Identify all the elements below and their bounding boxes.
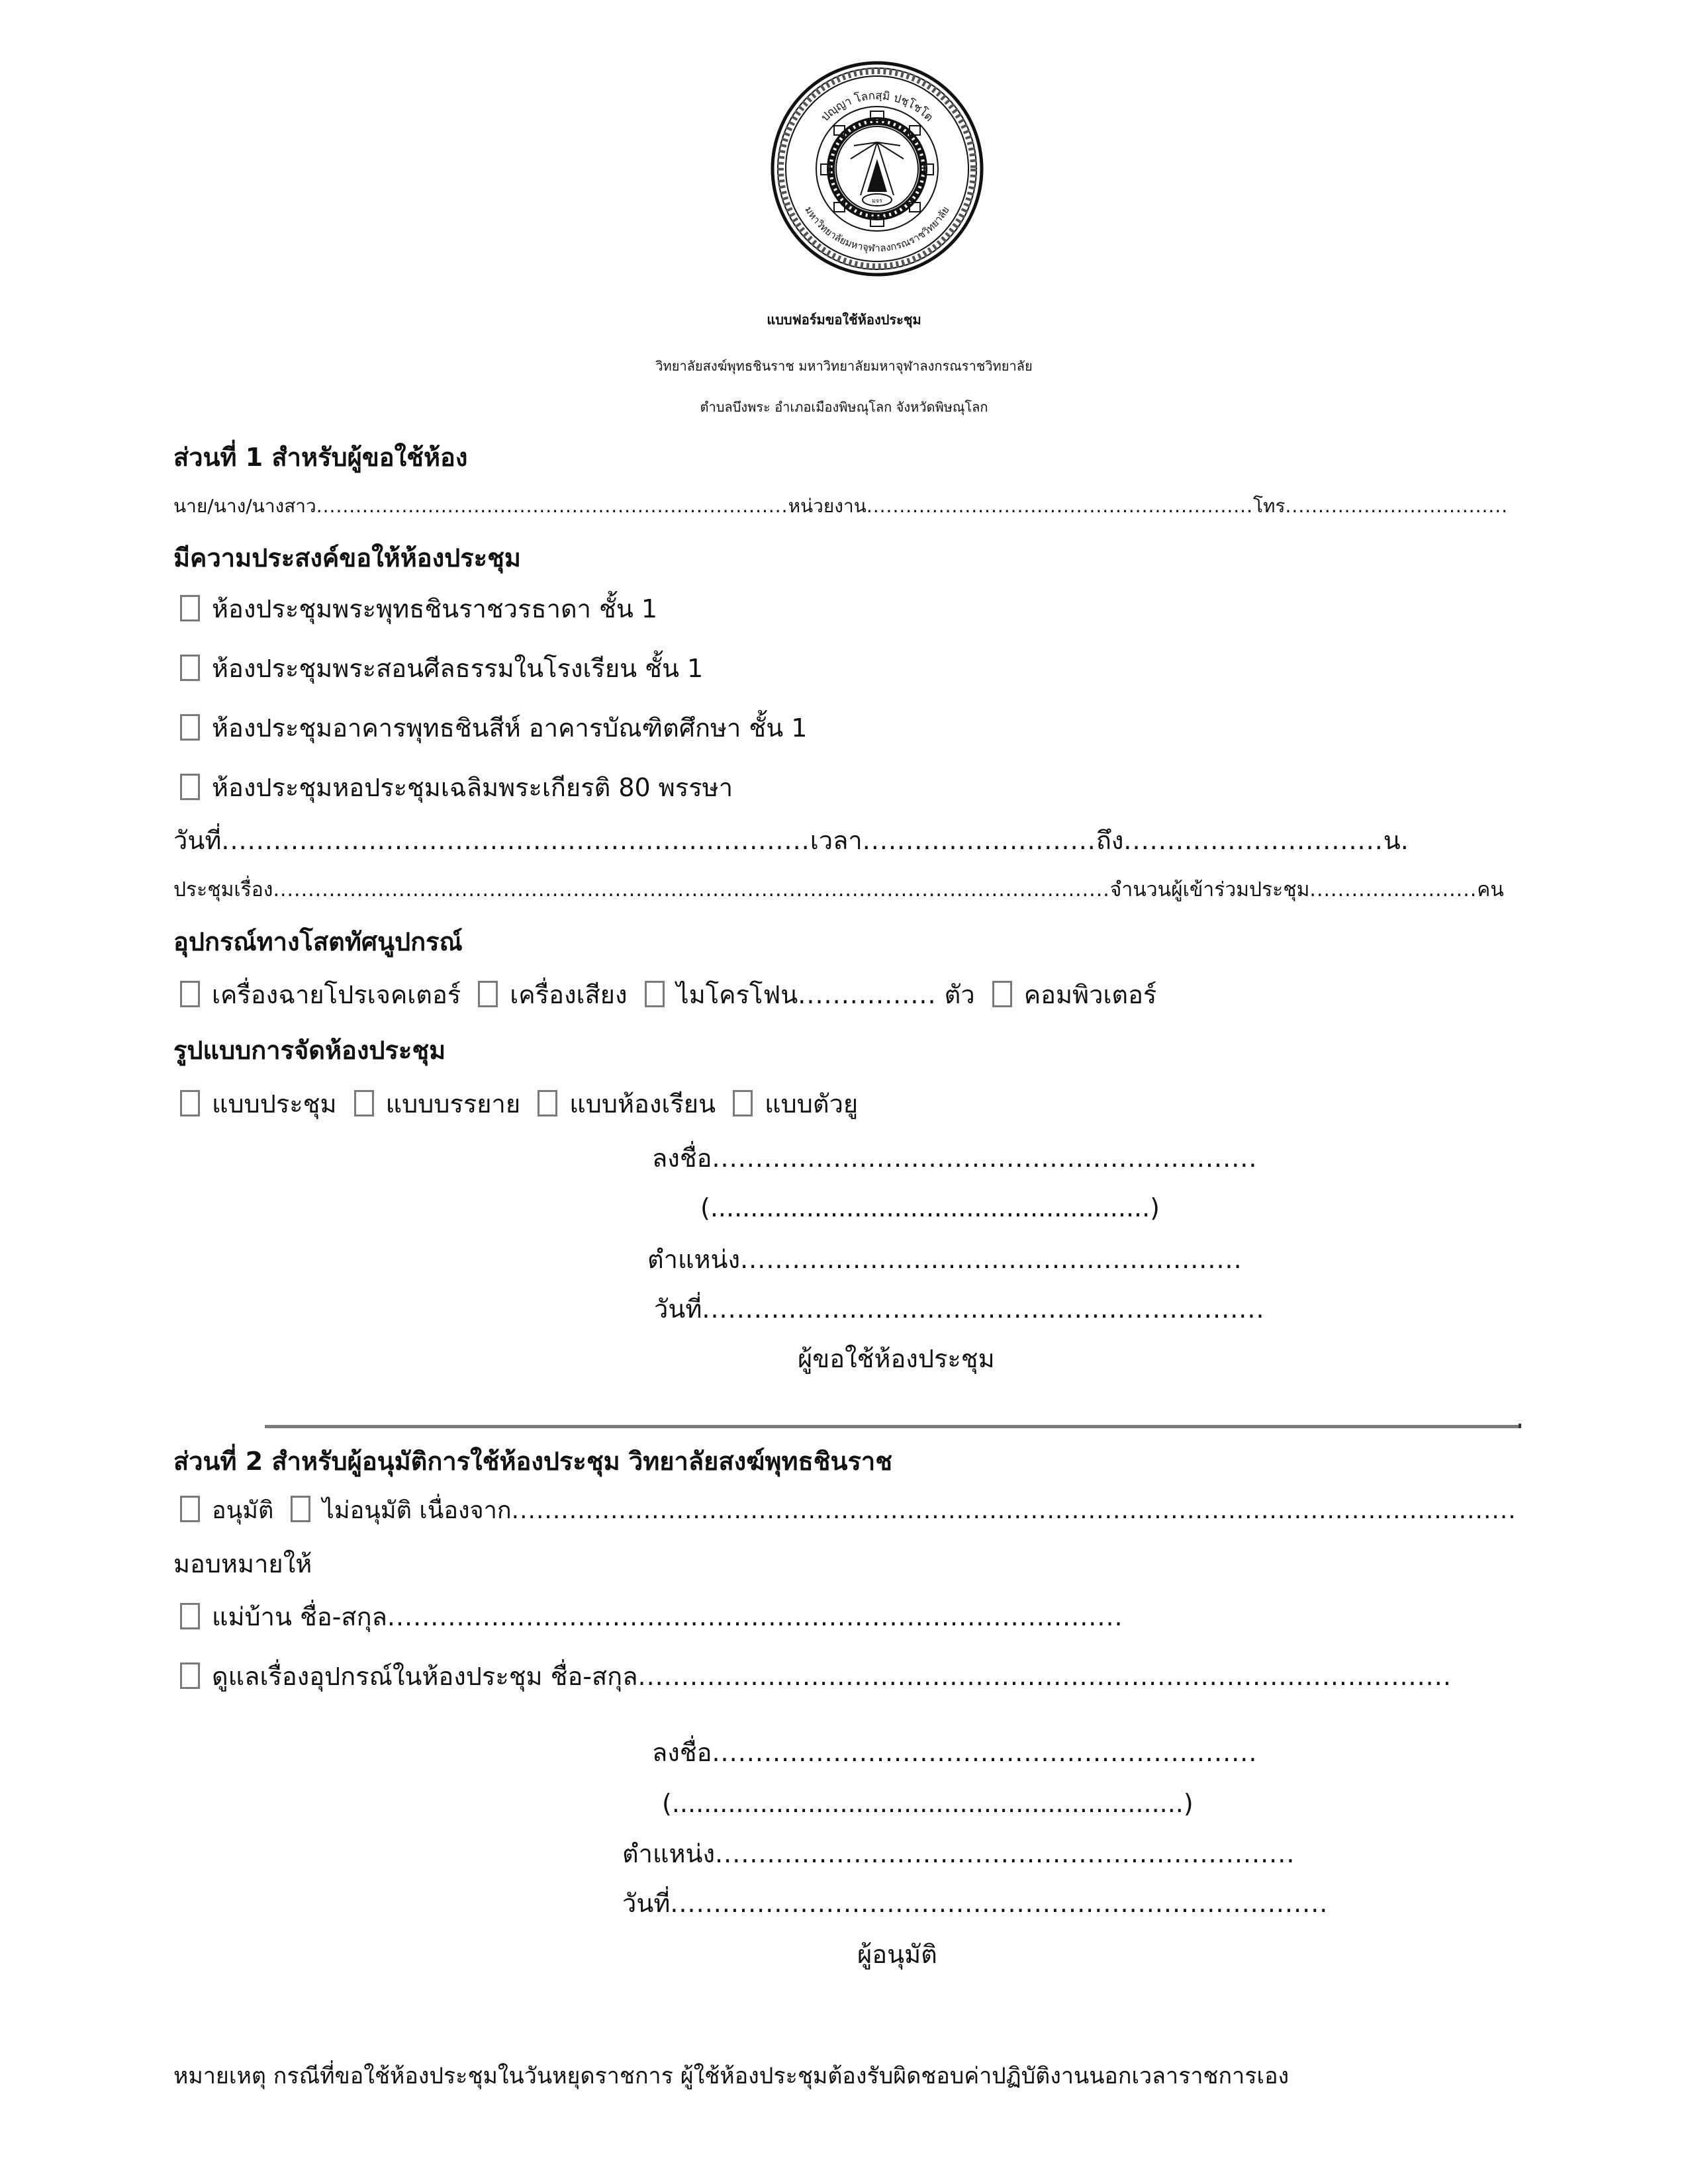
computer-label: คอมพิวเตอร์ — [1023, 980, 1157, 1009]
name-field[interactable]: ........................................................................ — [316, 495, 788, 517]
room-label: ห้องประชุมพระพุทธชินราชวรธาดา ชั้น 1 — [212, 594, 658, 623]
sign-field[interactable]: ............................................................... — [712, 1738, 1258, 1767]
room-option[interactable] — [180, 711, 807, 745]
time-to-field[interactable]: .............................. — [1123, 826, 1383, 855]
date-label: วันที่ — [173, 826, 222, 855]
attendees-label: จำนวนผู้เข้าร่วมประชุม — [1109, 878, 1310, 901]
phone-field[interactable]: .................................. — [1285, 495, 1509, 517]
requester-name-parentheses[interactable]: (.......................................................) — [700, 1193, 1160, 1222]
position-label: ตำแหน่ง — [647, 1245, 741, 1274]
room-checkbox[interactable] — [180, 655, 200, 681]
sound-checkbox[interactable] — [478, 981, 498, 1007]
equipment-heading: อุปกรณ์ทางโสตทัศนูปกรณ์ — [173, 927, 463, 956]
approver-position-line — [622, 1837, 1295, 1870]
equipment-care-assign-line — [180, 1660, 1452, 1693]
unit-label: หน่วยงาน — [788, 495, 867, 517]
part1-heading: ส่วนที่ 1 สำหรับผู้ขอใช้ห้อง — [173, 443, 468, 472]
sign-label: ลงชื่อ — [652, 1144, 712, 1173]
equipment-care-label: ดูแลเรื่องอุปกรณ์ในห้องประชุม ชื่อ-สกุล — [212, 1662, 638, 1691]
layout-label: แบบประชุม — [212, 1089, 337, 1118]
date-time-line — [173, 824, 1409, 857]
time-from-field[interactable]: ........................... — [862, 826, 1096, 855]
microphone-label: ไมโครโฟน — [676, 980, 798, 1009]
university-seal-logo — [768, 60, 986, 278]
room-checkbox[interactable] — [180, 714, 200, 741]
date-field[interactable]: .................................................................... — [221, 826, 810, 855]
seal-bottom-text: มหาวิทยาลัยมหาจุฬาลงกรณราชวิทยาลัย — [802, 204, 952, 255]
layout-label: แบบห้องเรียน — [569, 1089, 716, 1118]
projector-checkbox[interactable] — [180, 981, 200, 1007]
to-label: ถึง — [1096, 826, 1124, 855]
attendees-field[interactable]: ........................ — [1309, 878, 1477, 901]
topic-label: ประชุมเรื่อง — [173, 878, 273, 901]
approve-checkbox[interactable] — [180, 1496, 200, 1522]
date-field[interactable]: ............................................................................ — [670, 1889, 1329, 1918]
footnote: หมายเหตุ กรณีที่ขอใช้ห้องประชุมในวันหยุดราชการ ผู้ใช้ห้องประชุมต้องรับผิดชอบค่าปฏิบัติงานนอกเวลาราชการเอง — [173, 2063, 1289, 2089]
meeting-topic-line — [173, 874, 1504, 907]
room-label: ห้องประชุมอาคารพุทธชินสีห์ อาคารบัณฑิตศึกษา ชั้น 1 — [212, 713, 808, 743]
approver-date-line — [622, 1887, 1328, 1920]
layout-label: แบบบรรยาย — [385, 1089, 521, 1118]
microphone-count-field[interactable]: ................ — [798, 980, 937, 1009]
time-label: เวลา — [810, 826, 863, 855]
room-checkbox[interactable] — [180, 774, 200, 800]
name-label: นาย/นาง/นางสาว — [173, 495, 316, 517]
equipment-care-checkbox[interactable] — [180, 1662, 200, 1689]
position-field[interactable]: ................................................................... — [715, 1839, 1295, 1868]
layout-classroom-checkbox[interactable] — [538, 1090, 557, 1116]
sign-field[interactable]: ............................................................... — [712, 1144, 1258, 1173]
date-field[interactable]: ................................................................. — [702, 1295, 1265, 1324]
room-layout-options — [180, 1087, 858, 1120]
room-layout-heading: รูปแบบการจัดห้องประชุม — [173, 1036, 446, 1065]
reject-checkbox[interactable] — [291, 1496, 310, 1522]
requester-position-line — [647, 1243, 1243, 1276]
reject-label: ไม่อนุมัติ เนื่องจาก — [322, 1497, 512, 1524]
seal-top-text: ปญฺญา โลกสฺมิ ปชฺโชโต — [818, 89, 936, 124]
section-divider-end — [1519, 1424, 1521, 1428]
approver-role: ผู้อนุมัติ — [857, 1940, 937, 1969]
maid-assign-line — [180, 1600, 1123, 1633]
maid-name-field[interactable]: ..................................................................................... — [387, 1602, 1123, 1631]
phone-label: โทร — [1252, 495, 1286, 517]
part2-heading: ส่วนที่ 2 สำหรับผู้อนุมัติการใช้ห้องประชุม วิทยาลัยสงฆ์พุทธชินราช — [173, 1447, 892, 1476]
attendees-suffix: คน — [1477, 878, 1504, 901]
requester-role: ผู้ขอใช้ห้องประชุม — [798, 1344, 995, 1373]
topic-field[interactable]: ........................................................................................................................ — [273, 878, 1110, 901]
sound-label: เครื่องเสียง — [510, 980, 628, 1009]
unit-field[interactable]: ........................................................... — [866, 495, 1253, 517]
approver-sign-line — [652, 1736, 1257, 1769]
maid-label: แม่บ้าน ชื่อ-สกุล — [212, 1602, 387, 1631]
hour-suffix: น. — [1383, 826, 1409, 855]
layout-lecture-checkbox[interactable] — [354, 1090, 374, 1116]
requester-date-line — [654, 1293, 1265, 1326]
requester-info-line — [173, 490, 1508, 523]
date-label: วันที่ — [654, 1295, 702, 1324]
institution-name: วิทยาลัยสงฆ์พุทธชินราช มหาวิทยาลัยมหาจุฬาลงกรณราชวิทยาลัย — [655, 358, 1033, 374]
layout-meeting-checkbox[interactable] — [180, 1090, 200, 1116]
sign-label: ลงชื่อ — [652, 1738, 712, 1767]
maid-checkbox[interactable] — [180, 1603, 200, 1629]
approver-name-parentheses[interactable]: (................................................................) — [662, 1789, 1194, 1818]
equipment-care-name-field[interactable]: .............................................................................................. — [637, 1662, 1452, 1691]
projector-label: เครื่องฉายโปรเจคเตอร์ — [212, 980, 461, 1009]
requester-sign-line — [652, 1142, 1257, 1175]
approve-label: อนุมัติ — [212, 1497, 274, 1524]
room-option[interactable] — [180, 652, 703, 685]
equipment-options — [180, 978, 1156, 1011]
room-option[interactable] — [180, 771, 733, 804]
computer-checkbox[interactable] — [992, 981, 1012, 1007]
institution-address: ตำบลบึงพระ อำเภอเมืองพิษณุโลก จังหวัดพิษณุโลก — [700, 399, 988, 415]
position-label: ตำแหน่ง — [622, 1839, 716, 1868]
microphone-checkbox[interactable] — [645, 981, 665, 1007]
form-title: แบบฟอร์มขอใช้ห้องประชุม — [767, 312, 921, 328]
section-divider — [265, 1425, 1521, 1428]
assign-label: มอบหมายให้ — [173, 1549, 312, 1578]
room-label: ห้องประชุมพระสอนศีลธรรมในโรงเรียน ชั้น 1 — [212, 654, 704, 683]
room-option[interactable] — [180, 592, 657, 625]
date-label: วันที่ — [622, 1889, 671, 1918]
layout-u-shape-checkbox[interactable] — [733, 1090, 753, 1116]
room-checkbox[interactable] — [180, 595, 200, 621]
room-wish-heading: มีความประสงค์ขอให้ห้องประชุม — [173, 543, 521, 572]
room-label: ห้องประชุมหอประชุมเฉลิมพระเกียรติ 80 พรรษา — [212, 773, 733, 802]
reject-reason-field[interactable]: .......................................................................................................................... — [511, 1497, 1517, 1524]
microphone-unit: ตัว — [944, 980, 975, 1009]
layout-label: แบบตัวยู — [765, 1089, 859, 1118]
seal-center-text: มจร — [871, 198, 883, 205]
position-field[interactable]: .......................................................... — [740, 1245, 1243, 1274]
approval-line — [180, 1494, 1517, 1527]
